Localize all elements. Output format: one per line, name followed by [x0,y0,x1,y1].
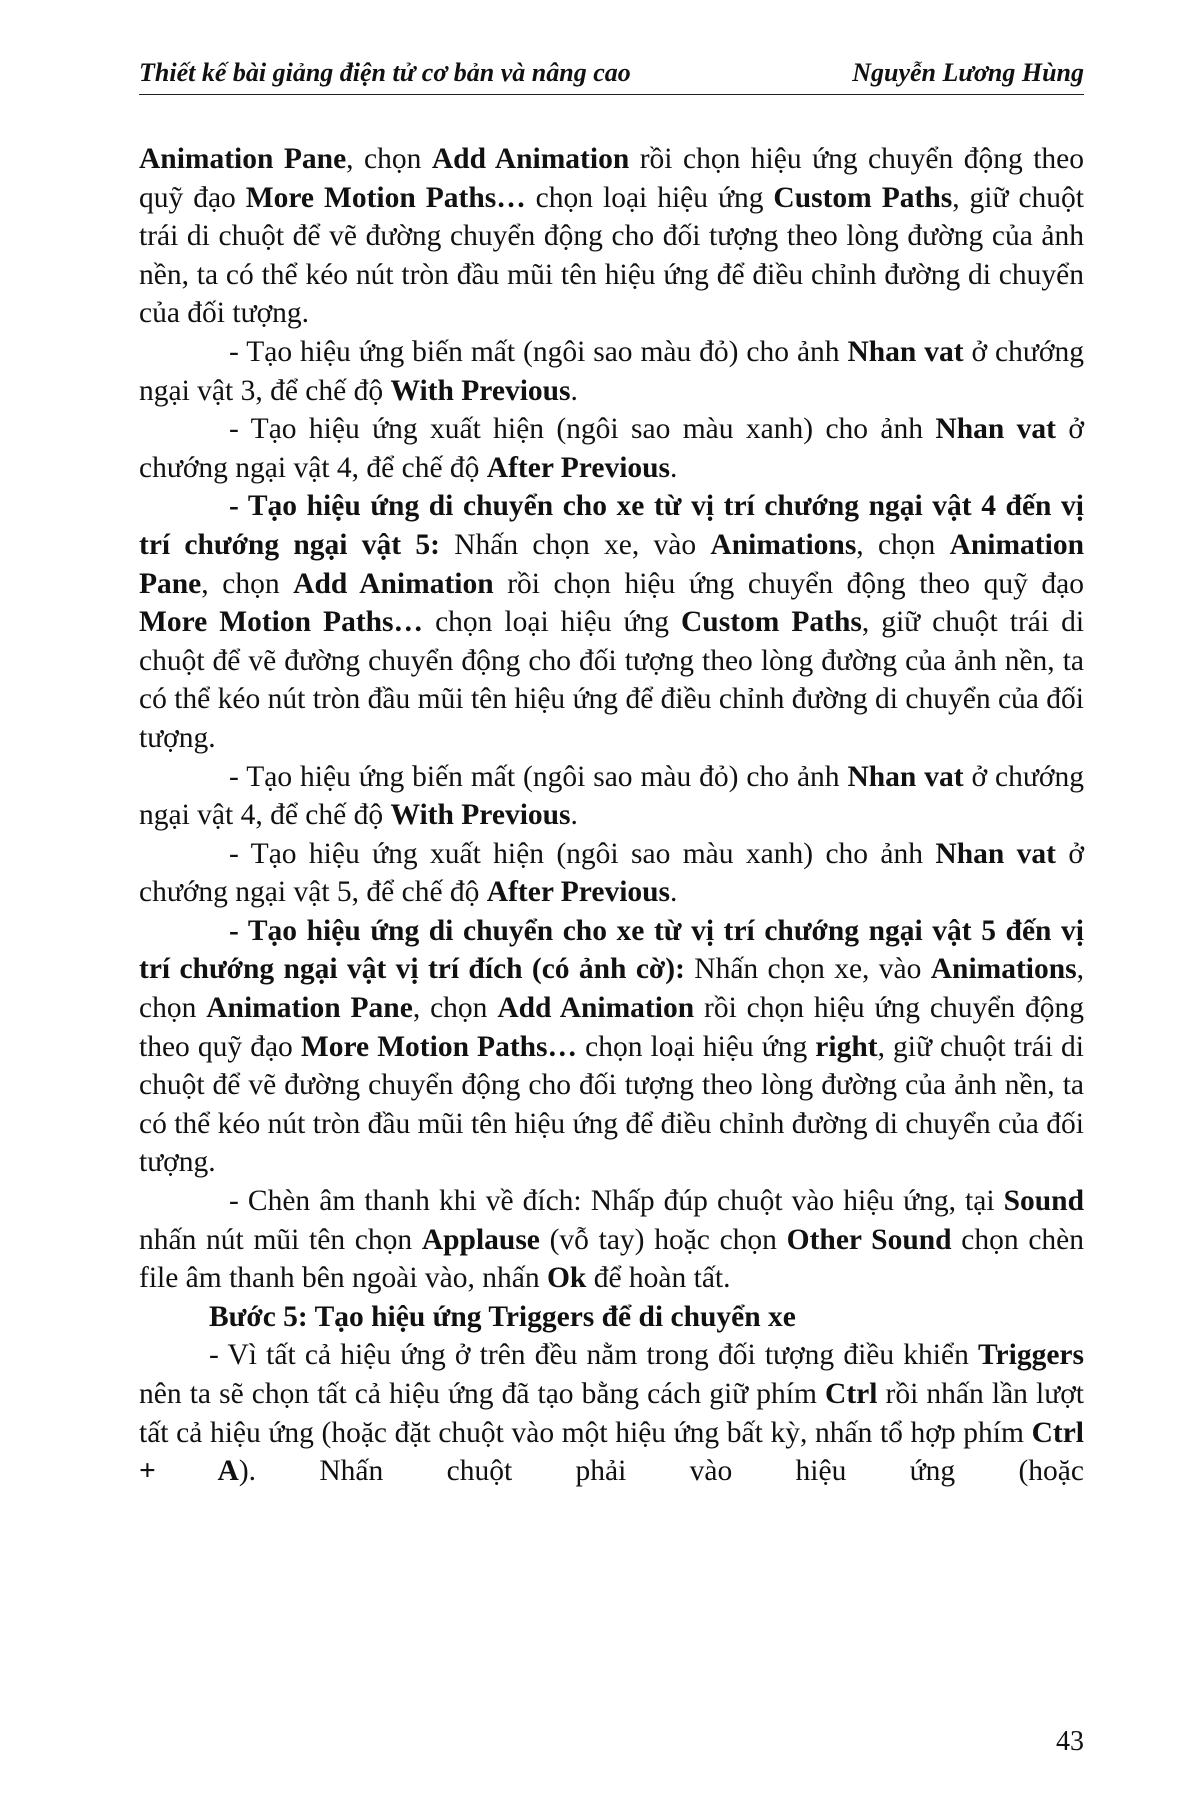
text-run: ở chướng ngại vật 5, để chế độ [139,837,1085,909]
bold-term: Custom Paths [681,606,862,639]
text-run: Nhấn chọn xe, vào [684,953,931,986]
bold-term: - Tạo hiệu ứng di chuyển cho xe từ vị trí chướng ngại vật 4 đến vị trí chướng ngại vật 5: [139,490,1084,561]
paragraph [139,140,1084,333]
bold-term: right [815,1030,878,1063]
bold-term: Add Animation [497,992,695,1025]
bold-term: Nhan vat [935,413,1057,446]
text-run: - Tạo hiệu ứng xuất hiện (ngôi sao màu xanh) cho ảnh [229,413,936,446]
bold-term: With Previous [390,374,571,407]
text-run: - Chèn âm thanh khi về đích: Nhấp đúp chuột vào hiệu ứng, tại [229,1185,1004,1218]
bold-term: Custom Paths [773,181,953,214]
text-run: - Tạo hiệu ứng biến mất (ngôi sao màu đỏ) cho ảnh [229,760,848,793]
text-run: , chọn [856,528,950,561]
text-run: ở chướng ngại vật 4, để chế độ [139,413,1085,484]
paragraph [139,410,1084,487]
text-run: Nhấn chọn xe, vào [439,528,711,561]
text-run: , chọn [412,992,498,1025]
paragraph [139,487,1084,757]
paragraph [139,912,1084,1182]
bold-term: Add Animation [431,143,630,175]
page-number: 43 [1056,1726,1084,1757]
text-run: rồi chọn hiệu ứng chuyển động theo quỹ đạo [139,992,1085,1063]
text-run: , giữ chuột trái di chuột để vẽ đường chuyển động cho đối tượng theo lòng đường của ảnh nền, ta có thể kéo nút tròn đầu mũi tên hiệu ứng để điều chỉnh đường di chuyển của đối tượng. [139,1030,1084,1179]
bold-term: After Previous [486,876,671,909]
text-run: . [670,876,678,909]
page-body [139,140,1084,1491]
bold-term: Animations [710,528,857,561]
bold-term: Bước 5: Tạo hiệu ứng Triggers để di chuyển xe [209,1300,796,1333]
header-book-title: Thiết kế bài giảng điện tử cơ bản và nâng cao [139,58,631,87]
text-run: , chọn [139,953,1084,1025]
bold-term: Other Sound [786,1223,952,1256]
text-run: chọn loại hiệu ứng [423,606,681,639]
bold-term: Animation Pane [139,143,347,175]
bold-term: Nhan vat [935,837,1057,870]
text-run: . [670,451,678,484]
bold-term: More Motion Paths… [300,1030,578,1063]
bold-term: Triggers [978,1339,1084,1372]
text-run: ). Nhấn chuột phải vào hiệu ứng (hoặc [238,1455,1084,1488]
text-run: - Tạo hiệu ứng biến mất (ngôi sao màu đỏ) cho ảnh [229,335,848,368]
text-run: rồi chọn hiệu ứng chuyển động theo quỹ đạo [139,143,1084,214]
bold-term: Ok [546,1262,587,1295]
bold-term: Animation Pane [139,528,1084,600]
paragraph [139,758,1084,835]
bold-term: Nhan vat [847,760,964,793]
text-run: nên ta sẽ chọn tất cả hiệu ứng đã tạo bằng cách giữ phím [139,1378,826,1410]
bold-term: With Previous [390,799,571,832]
bold-term: Sound [1003,1185,1084,1218]
text-run: rồi nhấn lần lượt tất cả hiệu ứng (hoặc đặt chuột vào một hiệu ứng bất kỳ, nhấn tổ hợp phím [139,1378,1084,1449]
text-run: chọn loại hiệu ứng [525,181,774,214]
page-header [139,58,1084,95]
bold-term: Applause [421,1223,540,1256]
text-run: - Vì tất cả hiệu ứng ở trên đều nằm trong đối tượng điều khiển [209,1339,979,1372]
paragraph [139,1182,1084,1298]
bold-term: After Previous [486,451,671,484]
text-run: , giữ chuột trái di chuột để vẽ đường chuyển động cho đối tượng theo lòng đường của ảnh nền, ta có thể kéo nút tròn đầu mũi tên hiệu ứng để điều chỉnh đường di chuyển của đối tượng. [139,606,1085,754]
text-run: . [570,374,578,407]
bold-term: Ctrl + A [139,1416,1084,1488]
text-run: , chọn [346,143,432,175]
bold-term: More Motion Paths… [245,181,526,214]
header-author: Nguyễn Lương Hùng [852,58,1084,87]
bold-term: Animations [930,953,1077,986]
bold-term: Add Animation [293,567,494,600]
bold-term: - Tạo hiệu ứng di chuyển cho xe từ vị trí chướng ngại vật 5 đến vị trí chướng ngại vật vị trí đích (có ảnh cờ): [139,914,1084,986]
paragraph [139,333,1084,410]
paragraph [139,1298,1084,1337]
text-run: chọn loại hiệu ứng [577,1030,816,1063]
text-run: - Tạo hiệu ứng xuất hiện (ngôi sao màu xanh) cho ảnh [229,837,936,870]
text-run: . [570,799,578,832]
bold-term: Ctrl [825,1378,878,1410]
text-run: ở chướng ngại vật 3, để chế độ [139,335,1084,407]
text-run: chọn chèn file âm thanh bên ngoài vào, nhấn [139,1223,1085,1295]
text-run: để hoàn tất. [586,1262,731,1295]
text-run: ở chướng ngại vật 4, để chế độ [139,760,1084,832]
bold-term: Animation Pane [206,992,413,1025]
paragraph [139,835,1084,912]
text-run: (vỗ tay) hoặc chọn [539,1223,787,1256]
text-run: , chọn [201,567,294,600]
text-run: nhấn nút mũi tên chọn [139,1223,422,1256]
bold-term: More Motion Paths… [139,606,424,639]
paragraph [139,1336,1084,1490]
bold-term: Nhan vat [847,335,964,368]
text-run: , giữ chuột trái di chuột để vẽ đường chuyển động cho đối tượng theo lòng đường của ảnh nền, ta có thể kéo nút tròn đầu mũi tên hiệu ứng để điều chỉnh đường di chuyển của đối tượng. [139,181,1085,330]
text-run: rồi chọn hiệu ứng chuyển động theo quỹ đạo [493,567,1084,600]
